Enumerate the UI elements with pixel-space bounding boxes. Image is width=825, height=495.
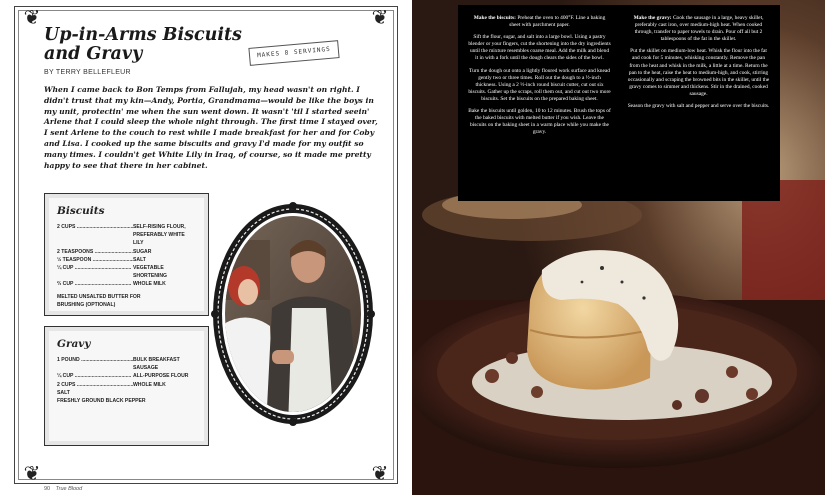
ingredient-row: 2 TEASPOONS ..... SUGAR: [57, 248, 196, 256]
character-portrait-image: [208, 200, 378, 428]
biscuits-instructions-column: [468, 15, 611, 195]
ingredient-row: ½ TEASPOON ..... SALT: [57, 256, 196, 264]
biscuits-ingredients-card: [44, 193, 209, 316]
page-number: 90: [44, 486, 51, 492]
corner-ornament-icon: ❦: [23, 463, 41, 485]
recipe-instructions-box: [458, 5, 780, 201]
page-footer: [44, 486, 82, 492]
ingredient-row: 2 CUPS ..... SELF-RISING FLOUR, PREFERABLY WHITE LILY: [57, 223, 196, 248]
gravy-instructions-column: [627, 15, 770, 195]
ingredient-row: ⅔ CUP ..... WHOLE MILK: [57, 280, 196, 288]
instruction-paragraph: Put the skillet on medium-low heat. Whisk the flour into the fat and cook for 5 minutes, whisking constantly. Remove the pan from the heat and whisk in the milk, a little at a time. Return the pan to the heat, raise the heat to medium-high, and cook, stirring occasionally and scraping the browned bits in the skillet, until the gravy comes to simmer and thickens. Stir in the drained, cooked sausage.: [627, 48, 770, 97]
ingredient-extra: SALT: [57, 389, 70, 396]
instruction-paragraph: Season the gravy with salt and pepper and serve over the biscuits.: [627, 103, 770, 110]
instruction-paragraph: Turn the dough out onto a lightly floured work surface and knead gently two or three times. Roll out the dough to a ½-inch thickness. Using a 2 ½-inch round biscuit cutter, cut out six biscuits. Gather up the scraps, roll them out, and cut out two more biscuits. Set the biscuits on the prepared baking sheet.: [468, 67, 611, 102]
ingredient-extra: FRESHLY GROUND BLACK PEPPER: [57, 398, 146, 405]
corner-ornament-icon: ❦: [371, 463, 389, 485]
ingredient-extra: MELTED UNSALTED BUTTER FOR BRUSHING (OPTIONAL): [57, 293, 141, 308]
magazine-name: True Blood: [55, 486, 83, 492]
byline: BY TERRY BELLEFLEUR: [44, 69, 131, 76]
biscuits-heading: Biscuits: [57, 205, 105, 217]
instruction-paragraph: Make the biscuits: Preheat the oven to 400°F. Line a baking sheet with parchment paper.: [473, 15, 606, 29]
ingredient-row: 1 POUND ..... BULK BREAKFAST SAUSAGE: [57, 356, 196, 372]
instruction-paragraph: Bake the biscuits until golden, 10 to 12 minutes. Brush the tops of the baked biscuits with melted butter if you wish. Leave the biscuits on the baking sheet in a warm place while you make the gravy.: [468, 108, 611, 136]
recipe-title: [44, 26, 274, 64]
gravy-ingredients-card: [44, 326, 209, 446]
title-line-1: Up-in-Arms Biscuits: [44, 25, 242, 45]
gravy-heading: Gravy: [57, 338, 91, 350]
intro-paragraph: When I came back to Bon Temps from Fallujah, my head wasn't on right. I didn't trust that my kin—Andy, Portia, Grandmama—would be like the boys in my unit, protectin' me when the sun went down. It wasn't 'til I started seein' Arlene that I could sleep the whole night through. The first time I stayed over, I sent Arlene to the couch to rest while I made breakfast for her and for Coby and Lisa. I cooked up the same biscuits and gravy I'd made for my outfit so many times. I couldn't get White Lily in Iraq, of course, so it made me pretty happy to see that there in her cabinet.: [44, 85, 378, 170]
left-page: [0, 0, 410, 495]
ingredient-row: 2 CUPS ..... WHOLE MILK: [57, 381, 196, 389]
instruction-paragraph: Sift the flour, sugar, and salt into a large bowl. Using a pastry blender or your fingers, cut the shortening into the dry ingredients until the mixture resembles coarse meal. Add the milk and blend it in with a fork until the dough clears the sides of the bowl.: [468, 34, 611, 62]
ingredient-row: ¼ CUP ..... VEGETABLE SHORTENING: [57, 264, 196, 280]
corner-ornament-icon: ❦: [23, 7, 41, 29]
ingredient-row: ¼ CUP ..... ALL-PURPOSE FLOUR: [57, 372, 196, 380]
servings-tag: MAKES 8 SERVINGS: [248, 40, 339, 66]
title-line-2: and Gravy: [44, 44, 143, 64]
corner-ornament-icon: ❦: [371, 7, 389, 29]
right-page: [412, 0, 825, 495]
instruction-paragraph: Make the gravy: Cook the sausage in a large, heavy skillet, preferably cast iron, over medium-high heat. When cooked through, transfer to paper towels to drain. Pour off all but 2 tablespoons of the fat in the skillet.: [633, 15, 764, 43]
